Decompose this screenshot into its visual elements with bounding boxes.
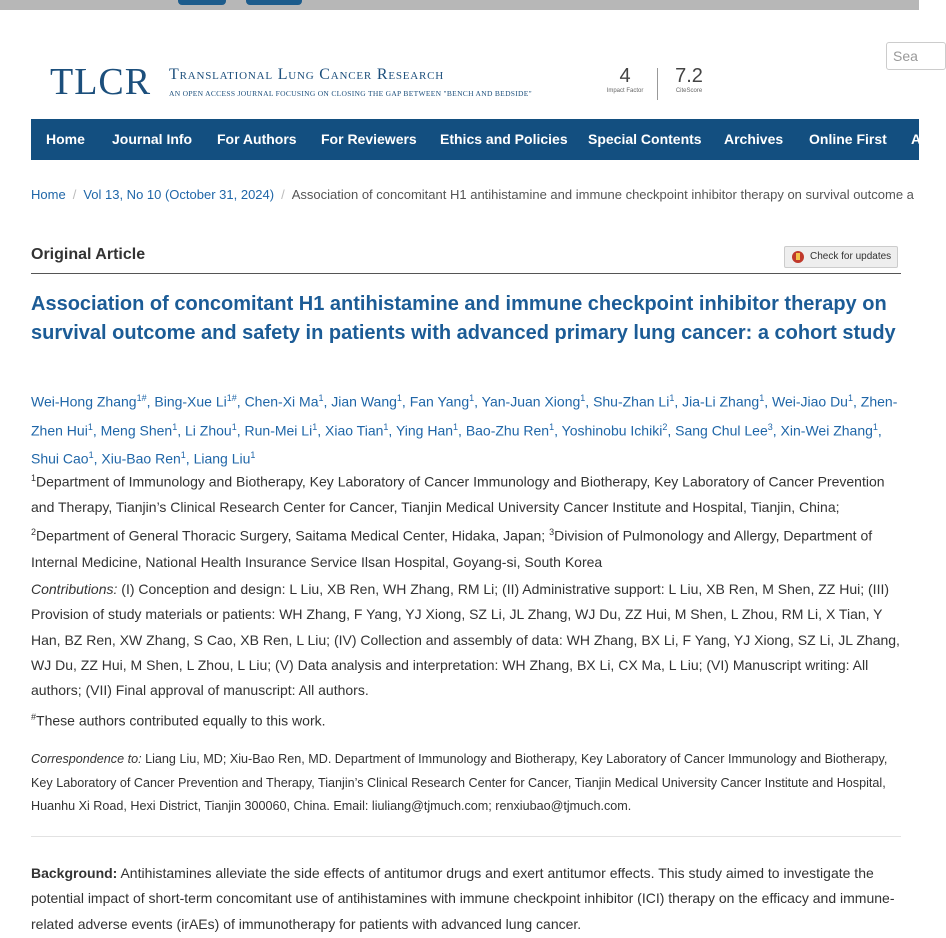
divider (31, 836, 901, 837)
author-link[interactable]: Xiu-Bao Ren (101, 450, 181, 467)
browser-top-bar (0, 0, 919, 10)
author-link[interactable]: Xin-Wei Zhang (780, 422, 873, 439)
author-affiliation-marker: 1 (396, 393, 402, 403)
author-link[interactable]: Bing-Xue Li (154, 393, 227, 410)
affiliation-1: Department of Immunology and Biotherapy, Key Laboratory of Cancer Immunology and Biotherapy, Key Laboratory of Cancer Prevention and Therapy, Tianjin’s Clinical Research Center for Cancer, Tianjin Medical University Cancer Institute and Hospital, Tianjin, China; (31, 473, 885, 516)
author-affiliation-marker: 1 (180, 450, 186, 461)
equal-marker: # (31, 712, 37, 722)
author-link[interactable]: Zhen-Zhen Hui (31, 393, 898, 439)
author-affiliation-marker: 1# (136, 393, 147, 403)
author-link[interactable]: Chen-Xi Ma (244, 393, 319, 410)
author-affiliation-marker: 1 (87, 421, 93, 432)
citescore (664, 64, 714, 94)
author-affiliation-marker: 1 (231, 421, 237, 432)
author-link[interactable]: Ying Han (395, 422, 454, 439)
background-text: Antihistamines alleviate the side effects of antitumor drugs and exert antitumor effects. This study aimed to investigate the potential impact of short-term concomitant use of antihistamines with immune checkpoint inhibitor (ICI) therapy on the efficacy and immune-related adverse events (irAEs) of immunotherapy for patients with advanced lung cancer. (31, 865, 895, 932)
correspondence (31, 748, 891, 819)
nav-for-reviewers[interactable]: For Reviewers (321, 131, 417, 147)
search-input[interactable]: Sea (886, 42, 946, 70)
author-affiliation-marker: 1 (669, 393, 675, 403)
author-link[interactable]: Li Zhou (185, 422, 232, 439)
top-bar-button-2[interactable] (246, 0, 302, 5)
author-affiliation-marker: 1# (226, 393, 237, 403)
author-link[interactable]: Jian Wang (331, 393, 397, 410)
impact-factor-value: 4 (619, 65, 631, 87)
affiliation-marker: 3 (549, 527, 555, 538)
divider (31, 273, 901, 274)
author-link[interactable]: Bao-Zhu Ren (465, 422, 550, 439)
author-affiliation-marker: 1 (250, 450, 256, 461)
author-link[interactable]: Shui Cao (31, 450, 89, 467)
article-title: Association of concomitant H1 antihistamine and immune checkpoint inhibitor therapy on survival outcome and safety in patients with advanced primary lung cancer: a cohort study (31, 293, 896, 344)
nav-online-first[interactable]: Online First (809, 131, 887, 147)
breadcrumb-separator: / (281, 187, 285, 202)
author-link[interactable]: Run-Mei Li (244, 422, 313, 439)
breadcrumb (31, 187, 914, 202)
nav-archives[interactable]: Archives (724, 131, 784, 147)
author-link[interactable]: Fan Yang (409, 393, 470, 410)
author-link[interactable]: Yoshinobu Ichiki (561, 422, 663, 439)
article-type: Original Article (31, 246, 146, 263)
nav-ethics-and-policies[interactable]: Ethics and Policies (440, 131, 568, 147)
author-list: Wei-Hong Zhang$^{1\#}$, Bing-Xue $Li^{1\#}$, Chen-Xi Ma$^1$, Jian Wang$^1$, Fan Yang$^1$, Yan-Juan Xiong$^1$, Shu-Zhan Li$^1$, Jia-Li Zhang$^1$, Wei-Jiao Du$^1$, Zhen-Zhen Hui$^1$, Meng Shen$^1$, Li Zhou$^1$, Run-Mei Li$^1$, Xiao Tian$^1$, Ying Han$^1$, Bao-Zhu Ren$^1$, Yoshinobu Ichiki$^2$, Sang Chul Lee$^3$, Xin-Wei Zhang$^1$, Shui Cao$^1$, Xiu-Bao Ren$^1$, Liang Liu$^1$ (31, 393, 898, 467)
author-affiliation-marker: 1 (318, 393, 324, 403)
author-affiliation-marker: 2 (662, 421, 668, 432)
affiliations (31, 466, 901, 575)
equal-contribution-note (31, 712, 326, 729)
impact-factor (600, 64, 650, 94)
breadcrumb-separator: / (72, 187, 77, 202)
author-affiliation-marker: 1 (312, 421, 318, 432)
equal-note-text: These authors contributed equally to this work. (36, 712, 326, 729)
author-link[interactable]: Liang Liu (193, 450, 251, 467)
background-label: Background: (31, 865, 118, 881)
author-affiliation-marker: 3 (767, 421, 773, 432)
correspondence-label: Correspondence to: (31, 752, 142, 766)
breadcrumb-home[interactable]: Home (31, 187, 66, 202)
contributions (31, 577, 906, 703)
nav-truncated-item[interactable]: A (911, 131, 922, 147)
author-link[interactable]: Wei-Jiao Du (771, 393, 848, 410)
metric-divider (657, 68, 658, 100)
abstract-background (31, 861, 906, 937)
author-link[interactable]: Wei-Hong Zhang (31, 393, 137, 410)
affiliation-marker: 2 (31, 527, 37, 538)
author-affiliation-marker: 1 (172, 421, 178, 432)
crossmark-icon (792, 251, 804, 263)
author-affiliation-marker: 1 (469, 393, 475, 403)
author-affiliation-marker: 1 (453, 421, 459, 432)
breadcrumb-current: Association of concomitant H1 antihistamine and immune checkpoint inhibitor therapy on survival outcome a (291, 187, 914, 202)
check-for-updates-button[interactable] (784, 246, 898, 268)
citescore-value: 7.2 (675, 65, 703, 87)
nav-for-authors[interactable]: For Authors (217, 131, 297, 147)
nav-journal-info[interactable]: Journal Info (112, 131, 193, 147)
author-affiliation-marker: 1 (549, 421, 555, 432)
author-link[interactable]: Yan-Juan Xiong (481, 393, 581, 410)
author-link[interactable]: Xiao Tian (325, 422, 384, 439)
contributions-label: Contributions: (31, 581, 118, 597)
main-navigation (31, 119, 922, 160)
author-affiliation-marker: 1 (580, 393, 586, 403)
affiliation-2: Department of General Thoracic Surgery, Saitama Medical Center, Hidaka, Japan; (36, 528, 546, 545)
author-link[interactable]: Meng Shen (100, 422, 173, 439)
impact-factor-label: Impact Factor (606, 88, 644, 94)
affiliation-3: Division of Pulmonology and Allergy, Department of Internal Medicine, National Health Insurance Service Ilsan Hospital, Goyang-si, South Korea (31, 528, 873, 570)
journal-logo[interactable]: TLCR (50, 61, 152, 103)
author-link[interactable]: Shu-Zhan Li (593, 393, 670, 410)
nav-special-contents[interactable]: Special Contents (588, 131, 702, 147)
author-affiliation-marker: 1 (383, 421, 389, 432)
author-affiliation-marker: 1 (88, 450, 94, 461)
author-affiliation-marker: 1 (872, 421, 878, 432)
author-affiliation-marker: 1 (759, 393, 765, 403)
author-link[interactable]: Jia-Li Zhang (682, 393, 760, 410)
check-for-updates-label: Check for updates (810, 251, 892, 262)
author-affiliation-marker: 1 (847, 393, 853, 403)
correspondence-text: Liang Liu, MD; Xiu-Bao Ren, MD. Department of Immunology and Biotherapy, Key Laboratory of Cancer Immunology and Biotherapy, Key Laboratory of Cancer Prevention and Therapy, Tianjin’s Clinical Research Center for Cancer, Tianjin Medical University Cancer Institute and Hospital, Huanhu Xi Road, Hexi District, Tianjin 300060, China. Email: liuliang@tjmuch.com; renxiubao@tjmuch.com. (31, 752, 888, 813)
affiliation-marker: 1 (31, 473, 37, 483)
author-link[interactable]: Sang Chul Lee (675, 422, 768, 439)
contributions-text: (I) Conception and design: L Liu, XB Ren, WH Zhang, RM Li; (II) Administrative support: L Liu, XB Ren, M Shen, ZZ Hui; (III) Provision of study materials or patients: WH Zhang, F Yang, YJ Xiong, SZ Li, JL Zhang, WJ Du, ZZ Hui, M Shen, L Zhou, RM Li, X Tian, Y Han, BZ Ren, XW Zhang, S Cao, XB Ren, L Liu; (IV) Collection and assembly of data: WH Zhang, BX Li, F Yang, YJ Xiong, SZ Li, JL Zhang, WJ Du, ZZ Hui, M Shen, L Zhou, L Liu; (V) Data analysis and interpretation: WH Zhang, BX Li, CX Ma, L Liu; (VI) Manuscript writing: All authors; (VII) Final approval of manuscript: All authors. (31, 581, 900, 699)
nav-home[interactable]: Home (46, 131, 85, 147)
breadcrumb-issue[interactable]: Vol 13, No 10 (October 31, 2024) (83, 187, 275, 202)
citescore-label: CiteScore (675, 88, 703, 94)
journal-subtitle: AN OPEN ACCESS JOURNAL FOCUSING ON CLOSING THE GAP BETWEEN "BENCH AND BEDSIDE" (169, 89, 533, 98)
journal-title: Translational Lung Cancer Research (169, 66, 445, 83)
top-bar-button-1[interactable] (178, 0, 226, 5)
